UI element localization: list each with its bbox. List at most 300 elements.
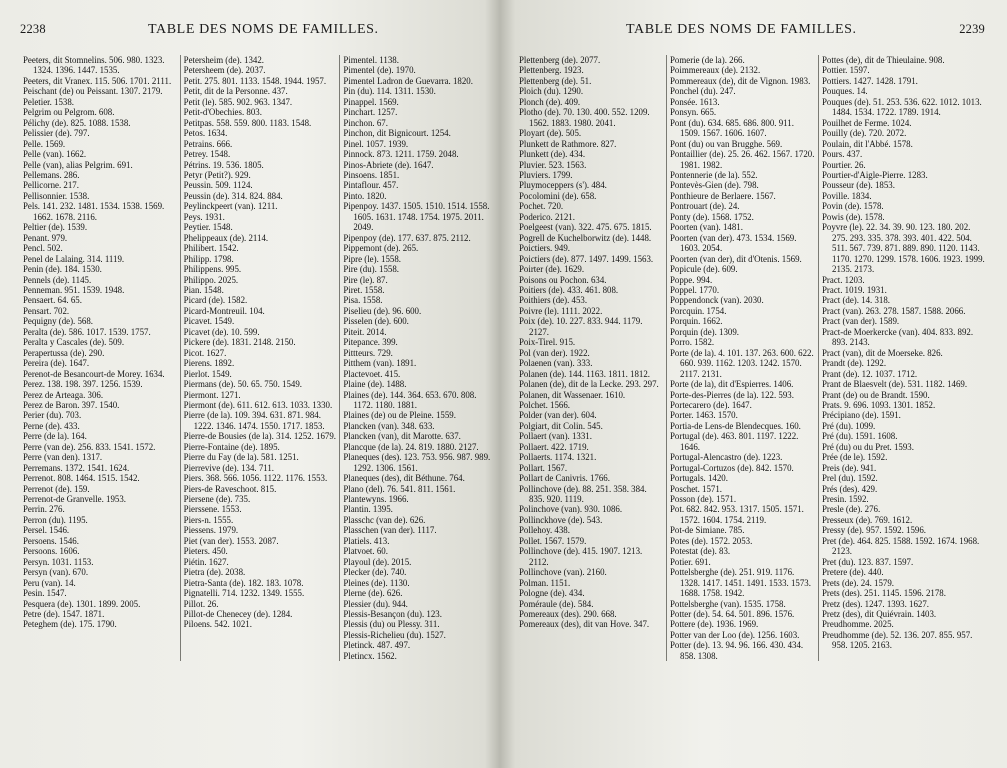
index-entry: Plotho (de). 70. 130. 400. 552. 1209. 1562. 1883. 1980. 2041. xyxy=(519,107,650,128)
index-entry: Piermont (de). 611. 612. 613. 1033. 1330. xyxy=(183,399,333,410)
index-entry: Pottiers. 1427. 1428. 1791. xyxy=(822,75,918,86)
index-entry: Pignatelli. 714. 1232. 1349. 1555. xyxy=(183,588,305,599)
index-entry: Pintaflour. 457. xyxy=(343,180,399,191)
index-entry: Poppel. 1770. xyxy=(670,284,720,295)
index-entry: Pimentel (de). 1970. xyxy=(343,65,416,76)
index-entry: Pours. 437. xyxy=(822,149,863,160)
index-entry: Pétrins. 19. 536. 1805. xyxy=(183,159,264,170)
index-entry: Pouilhet de Ferme. 1024. xyxy=(822,117,912,128)
index-entry: Pélichy (de). 825. 1088. 1538. xyxy=(23,117,131,128)
index-entry: Plessis-Besançon (du). 123. xyxy=(343,609,442,620)
index-entry: Philippo. 2025. xyxy=(183,274,239,285)
index-entry: Poorten (van der). 473. 1534. 1569. 1603. 2054. xyxy=(670,232,797,254)
index-entry: Pontrouart (de). 24. xyxy=(670,201,740,212)
index-entry: Preis (de). 941. xyxy=(822,462,877,473)
index-entry: Plunkett de Rathmore. 827. xyxy=(519,138,617,149)
index-entry: Pret (du). 123. 837. 1597. xyxy=(822,556,914,567)
index-entry: Plancken (van), dit Marotte. 637. xyxy=(343,431,461,442)
index-entry: Pollinchove (de). 415. 1907. 1213. 2112. xyxy=(519,546,643,567)
index-entry: Piers. 368. 566. 1056. 1122. 1176. 1553. xyxy=(183,473,328,484)
index-entry: Pottere (de). 1936. 1969. xyxy=(670,619,759,630)
index-entry: Popicule (de). 609. xyxy=(670,264,738,275)
index-entry: Plettenberg. 1923. xyxy=(519,65,584,76)
index-entry: Peeters, dit Stomnelins. 506. 980. 1323. 1324. 1396. 1447. 1535. xyxy=(23,55,165,76)
index-entry: Perrenot. 808. 1464. 1515. 1542. xyxy=(23,473,140,484)
index-entry: Pot-de Simiane. 785. xyxy=(670,525,745,536)
page-title: TABLE DES NOMS DE FAMILLES. xyxy=(148,22,379,37)
index-entry: Pocolomini (de). 658. xyxy=(519,190,597,201)
index-entry: Presseux (de). 769. 1612. xyxy=(822,514,913,525)
index-entry: Pinappel. 1569. xyxy=(343,96,399,107)
index-entry: Poictiers (de). 877. 1497. 1499. 1563. xyxy=(519,253,654,264)
index-entry: Petit. 275. 801. 1133. 1548. 1944. 1957. xyxy=(183,75,327,86)
index-entry: Porcquin. 1754. xyxy=(670,305,727,316)
index-entry: Pract. 1019. 1931. xyxy=(822,284,887,295)
index-entry: Poivre (le). 1111. 2022. xyxy=(519,305,603,316)
index-entry: Poschet. 1571. xyxy=(670,483,723,494)
index-entry: Plasschen (van der). 1117. xyxy=(343,525,437,536)
index-entry: Pontaillier (de). 25. 26. 462. 1567. 1720. 1981. 1982. xyxy=(670,149,815,170)
index-entry: Ponty (de). 1568. 1752. xyxy=(670,211,754,222)
index-entry: Poulain, dit l'Abbé. 1578. xyxy=(822,138,913,149)
index-entry: Pretere (de). 440. xyxy=(822,567,884,578)
index-entry: Pologne (de). 434. xyxy=(519,588,585,599)
index-entry: Pretz (des), dit Quiévrain. 1403. xyxy=(822,609,937,620)
index-entry: Pinchon, dit Bignicourt. 1254. xyxy=(343,128,451,139)
index-entry: Plano (del). 76. 541. 811. 1561. xyxy=(343,483,456,494)
index-entry: Perrenot (de). 159. xyxy=(23,483,90,494)
index-entry: Piétin. 1627. xyxy=(183,556,229,567)
index-entry: Pietra-Santa (de). 182. 183. 1078. xyxy=(183,577,304,588)
index-entry: Potter (de). 54. 64. 501. 896. 1576. xyxy=(670,609,795,620)
index-entry: Pierssene. 1553. xyxy=(183,504,242,515)
index-entry: Powis (de). 1578. xyxy=(822,211,885,222)
index-entry: Plessier (du). 944. xyxy=(343,598,408,609)
index-entry: Pinnock. 873. 1211. 1759. 2048. xyxy=(343,149,459,160)
index-entry: Perenot-de Besancourt-de Morey. 1634. xyxy=(23,368,165,379)
index-entry: Ployart (de). 505. xyxy=(519,128,582,139)
index-entry: Pré (du). 1591. 1608. xyxy=(822,431,898,442)
index-entry: Pels. 141. 232. 1481. 1534. 1538. 1569. 1662. 1678. 2116. xyxy=(23,201,165,222)
index-entry: Pousseur (de). 1853. xyxy=(822,180,895,191)
index-entry: Platiels. 413. xyxy=(343,535,390,546)
index-entry: Pottes (de), dit de Thieulaine. 908. xyxy=(822,55,945,65)
index-entry: Piselieu (de). 96. 600. xyxy=(343,305,422,316)
index-entry: Pract (van), dit de Moerseke. 826. xyxy=(822,347,943,358)
index-entry: Plettenberg (de). 51. xyxy=(519,75,592,86)
index-entry: Pillot-de Chenecey (de). 1284. xyxy=(183,609,293,620)
index-entry: Platvoet. 60. xyxy=(343,546,388,557)
index-entry: Perre (van de). 256. 833. 1541. 1572. xyxy=(23,441,156,452)
index-entry: Pottelsberghe (van). 1535. 1758. xyxy=(670,598,786,609)
index-entry: Peussin. 509. 1124. xyxy=(183,180,253,191)
index-entry: Potter van der Loo (de). 1256. 1603. xyxy=(670,629,800,640)
index-entry: Perier (du). 703. xyxy=(23,410,82,421)
index-entry: Poelgeest (van). 322. 475. 675. 1815. xyxy=(519,222,652,233)
index-entry: Perez. 138. 198. 397. 1256. 1539. xyxy=(23,379,143,390)
index-entry: Pouques (de). 51. 253. 536. 622. 1012. 1013. 1484. 1534. 1722. 1789. 1914. xyxy=(822,96,982,118)
index-entry: Prel (du). 1592. xyxy=(822,473,878,484)
index-entry: Portugal (de). 463. 801. 1197. 1222. 1646. xyxy=(670,431,799,452)
index-entry: Philipp. 1798. xyxy=(183,253,234,264)
index-entry: Persel. 1546. xyxy=(23,525,70,536)
index-entry: Poville. 1834. xyxy=(822,190,872,201)
index-entry: Piloens. 542. 1021. xyxy=(183,619,252,630)
index-entry: Porte (de la). 4. 101. 137. 263. 600. 622. 660. 939. 1162. 1203. 1242. 1570. 2117. 2131. xyxy=(670,347,814,379)
index-entry: Prée (de le). 1592. xyxy=(822,452,888,463)
index-entry: Piet (van der). 1553. 2087. xyxy=(183,535,279,546)
index-entry: Plerne (de). 626. xyxy=(343,588,403,599)
index-entry: Pollart. 1567. xyxy=(519,462,568,473)
index-entry: Polder (van der). 604. xyxy=(519,410,597,421)
index-entry: Preudhomme (de). 52. 136. 207. 855. 957. 958. 1205. 2163. xyxy=(822,629,973,651)
index-entry: Portecarero (de). 1647. xyxy=(670,399,752,410)
index-entry: Pletincx. 1562. xyxy=(343,650,397,661)
index-entry: Pinchart. 1257. xyxy=(343,107,398,118)
index-entry: Pluymoceppers (s'). 484. xyxy=(519,180,607,191)
index-entry: Pontevès-Gien (de). 798. xyxy=(670,180,759,191)
index-entry: Plessis-Richelieu (du). 1527. xyxy=(343,629,446,640)
index-entry: Poyvre (le). 22. 34. 39. 90. 123. 180. 202. 275. 293. 335. 378. 393. 401. 422. 504. 511. 567. 739. 871. 889. 890. 1120. 1143. 1170. 1270. 1299. 1578. 1606. 1923. 1999. 2135. 2173. xyxy=(822,222,985,275)
index-entry: Pract (van). 263. 278. 1587. 1588. 2066. xyxy=(822,305,966,316)
index-entry: Pottelsberghe (de). 251. 919. 1176. 1328. 1417. 1451. 1491. 1533. 1573. 1688. 1758. 1942. xyxy=(670,567,811,599)
index-entry: Pierrevive (de). 134. 711. xyxy=(183,462,275,473)
index-entry: Planeques (des), dit Béthune. 764. xyxy=(343,473,465,484)
index-entry: Peltier (de). 1539. xyxy=(23,222,88,233)
index-entry: Piessens. 1979. xyxy=(183,525,239,536)
index-entry: Poix-Tirel. 915. xyxy=(519,337,576,348)
index-entry: Pomerie (de la). 266. xyxy=(670,55,745,65)
index-entry: Ponchel (du). 247. xyxy=(670,86,736,97)
index-entry: Pouilly (de). 720. 2072. xyxy=(822,128,907,139)
index-entry: Perron (du). 1195. xyxy=(23,514,88,525)
index-entry: Porquin (de). 1309. xyxy=(670,326,740,337)
index-entry: Pipre (le). 1558. xyxy=(343,253,401,264)
index-entry: Petrey. 1548. xyxy=(183,149,231,160)
index-entry: Plantin. 1395. xyxy=(343,504,393,515)
index-entry: Peischant (de) ou Peissant. 1307. 2179. xyxy=(23,86,163,97)
index-entry: Plaine (de). 1488. xyxy=(343,379,407,390)
index-entry: Pollinchove (van). 2160. xyxy=(519,567,607,578)
index-entry: Poirter (de). 1629. xyxy=(519,264,585,275)
index-entry: Pinel. 1057. 1939. xyxy=(343,138,409,149)
index-entry: Perne (de). 433. xyxy=(23,420,80,431)
index-entry: Pierlot. 1549. xyxy=(183,368,232,379)
index-entry: Poderico. 2121. xyxy=(519,211,575,222)
index-entry: Petit (le). 585. 902. 963. 1347. xyxy=(183,96,293,107)
index-entry: Pire (le). 87. xyxy=(343,274,388,285)
index-entry: Pont (du). 634. 685. 686. 800. 911. 1509. 1567. 1606. 1607. xyxy=(670,117,794,139)
index-entry: Pieters. 450. xyxy=(183,546,228,557)
index-entry: Pequigny (de). 568. xyxy=(23,316,94,327)
index-entry: Porte (de la), dit d'Espierres. 1406. xyxy=(670,379,794,390)
index-entry: Plaines (de). 144. 364. 653. 670. 808. 1172. 1180. 1881. xyxy=(343,389,477,410)
index-entry: Pickere (de). 1831. 2148. 2150. xyxy=(183,337,296,348)
index-entry: Pipenpoy (de). 177. 637. 875. 2112. xyxy=(343,232,471,243)
index-entry: Peussin (de). 314. 824. 884. xyxy=(183,190,283,201)
index-entry: Perrin. 276. xyxy=(23,504,65,515)
index-entry: Pluviers. 1799. xyxy=(519,169,573,180)
index-entry: Persoens. 1546. xyxy=(23,535,79,546)
index-entry: Pelgrim ou Pelgrom. 608. xyxy=(23,107,115,118)
index-entry: Pereira (de). 1647. xyxy=(23,358,90,369)
index-entry: Pract. 1203. xyxy=(822,274,865,285)
index-entry: Polman. 1151. xyxy=(519,577,571,588)
index-column xyxy=(180,55,340,661)
index-entry: Pesin. 1547. xyxy=(23,588,67,599)
index-entry: Petit, dit de la Personne. 437. xyxy=(183,86,288,97)
page-title: TABLE DES NOMS DE FAMILLES. xyxy=(626,22,857,37)
index-entry: Pouques. 14. xyxy=(822,86,868,97)
index-entry: Presin. 1592. xyxy=(822,494,869,505)
index-entry: Pellisonnier. 1538. xyxy=(23,190,90,201)
index-columns xyxy=(20,55,494,661)
index-entry: Plantewyns. 1966. xyxy=(343,494,409,505)
index-entry: Plactevoet. 415. xyxy=(343,368,401,379)
index-entry: Persyn (van). 670. xyxy=(23,567,89,578)
index-entry: Pinsoens. 1851. xyxy=(343,169,400,180)
index-column xyxy=(339,55,494,661)
index-entry: Potier. 691. xyxy=(670,556,711,567)
index-entry: Polchet. 1566. xyxy=(519,399,571,410)
index-entry: Pensart. 702. xyxy=(23,305,70,316)
index-entry: Polanen, dit Wassenaer. 1610. xyxy=(519,389,626,400)
index-entry: Pretz (des). 1247. 1393. 1627. xyxy=(822,598,929,609)
index-entry: Pleines (de). 1130. xyxy=(343,577,410,588)
index-entry: Polaenen (van). 333. xyxy=(519,358,593,369)
index-entry: Perez de Arteaga. 306. xyxy=(23,389,104,400)
index-entry: Pipenpoy. 1437. 1505. 1510. 1514. 1558. 1605. 1631. 1748. 1754. 1975. 2011. 2049. xyxy=(343,201,490,233)
index-entry: Plessis (du) ou Plessy. 311. xyxy=(343,619,440,630)
index-entry: Prets (des). 251. 1145. 1596. 2178. xyxy=(822,588,946,599)
index-entry: Polgiart, dit Colin. 545. xyxy=(519,420,603,431)
index-entry: Portugal-Cortuzos (de). 842. 1570. xyxy=(670,462,794,473)
index-entry: Picavet (de). 10. 599. xyxy=(183,326,260,337)
index-entry: Ploich (du). 1290. xyxy=(519,86,584,97)
index-entry: Persoons. 1606. xyxy=(23,546,80,557)
index-entry: Piteit. 2014. xyxy=(343,326,387,337)
index-entry: Porter. 1463. 1570. xyxy=(670,410,738,421)
index-entry: Pol (van der). 1922. xyxy=(519,347,590,358)
index-entry: Pelle (van), alias Pelgrim. 691. xyxy=(23,159,133,170)
index-entry: Pollehoy. 438. xyxy=(519,525,570,536)
index-entry: Prant (de) ou de Brandt. 1590. xyxy=(822,389,930,400)
index-entry: Pimentel Ladron de Guevarra. 1820. xyxy=(343,75,473,86)
index-entry: Piermont. 1271. xyxy=(183,389,241,400)
index-entry: Pract (de). 14. 318. xyxy=(822,295,891,306)
index-entry: Pret (de). 464. 825. 1588. 1592. 1674. 1968. 2123. xyxy=(822,535,980,557)
index-entry: Pomereaux (des). 290. 668. xyxy=(519,609,617,620)
index-entry: Pencl. 502. xyxy=(23,243,63,254)
index-entry: Pourtier. 26. xyxy=(822,159,866,170)
index-entry: Pierre du Fay (de la). 581. 1251. xyxy=(183,452,299,463)
index-entry: Piers-de Raveschoot. 815. xyxy=(183,483,277,494)
index-column xyxy=(20,55,180,661)
index-entry: Peteghem (de). 175. 1790. xyxy=(23,619,117,630)
index-entry: Prats. 9. 696. 1093. 1301. 1852. xyxy=(822,399,936,410)
index-entry: Penel de Lalaing. 314. 1119. xyxy=(23,253,125,264)
index-entry: Pollet. 1567. 1579. xyxy=(519,535,587,546)
index-entry: Philibert. 1542. xyxy=(183,243,239,254)
index-entry: Peletier. 1538. xyxy=(23,96,75,107)
index-entry: Petos. 1634. xyxy=(183,128,228,139)
index-entry: Peytier. 1548. xyxy=(183,222,233,233)
index-entry: Poppendonck (van). 2030. xyxy=(670,295,764,306)
index-entry: Pitthem (van). 1891. xyxy=(343,358,417,369)
index-entry: Pierre (de la). 109. 394. 631. 871. 984. 1222. 1346. 1474. 1550. 1717. 1853. xyxy=(183,410,325,431)
index-entry: Pinos-Abriete (de). 1647. xyxy=(343,159,434,170)
index-entry: Portugals. 1420. xyxy=(670,473,728,484)
index-entry: Poix (de). 10. 227. 833. 944. 1179. 2127. xyxy=(519,316,643,337)
index-entry: Pottier. 1597. xyxy=(822,65,870,76)
index-entry: Pogrell de Kuchelborwitz (de). 1448. xyxy=(519,232,652,243)
index-entry: Polanen (de), dit de la Lecke. 293. 297. xyxy=(519,379,659,390)
index-entry: Persyn. 1031. 1153. xyxy=(23,556,94,567)
index-entry: Philippens. 995. xyxy=(183,264,242,275)
index-entry: Peeters, dit Vranex. 115. 506. 1701. 2111. xyxy=(23,75,172,86)
index-entry: Pot. 682. 842. 953. 1317. 1505. 1571. 1572. 1604. 1754. 2119. xyxy=(670,504,804,525)
index-entry: Pierre-Fontaine (de). 1895. xyxy=(183,441,280,452)
index-entry: Pierre-de Bousies (de la). 314. 1252. 1679. xyxy=(183,431,336,442)
index-entry: Plancque (de la). 24. 819. 1880. 2127. xyxy=(343,441,479,452)
index-entry: Pont (du) ou van Brugghe. 569. xyxy=(670,138,783,149)
index-entry: Penneman. 951. 1539. 1948. xyxy=(23,284,125,295)
index-entry: Picavet. 1549. xyxy=(183,316,235,327)
index-entry: Phelippeaux (de). 2114. xyxy=(183,232,269,243)
index-entry: Perrenot-de Granvelle. 1953. xyxy=(23,494,127,505)
index-entry: Petit-d'Obechies. 803. xyxy=(183,107,262,118)
index-entry: Peralta y Cascales (de). 509. xyxy=(23,337,125,348)
index-entry: Pontennerie (de la). 552. xyxy=(670,169,758,180)
index-column xyxy=(666,55,818,661)
index-entry: Pinchon. 67. xyxy=(343,117,388,128)
left-page-header xyxy=(20,22,494,44)
index-entry: Porro. 1582. xyxy=(670,337,715,348)
index-entry: Poméraule (de). 584. xyxy=(519,598,594,609)
index-columns xyxy=(516,55,999,661)
page-number: 2239 xyxy=(959,22,985,36)
index-entry: Pract-de Moerkercke (van). 404. 833. 892. 893. 2143. xyxy=(822,326,974,348)
index-entry: Perre (van den). 1317. xyxy=(23,452,103,463)
index-entry: Portia-de Lens-de Blendecques. 160. xyxy=(670,420,801,431)
index-entry: Pollaerts. 1174. 1321. xyxy=(519,452,597,463)
index-entry: Petre (de). 1547. 1871. xyxy=(23,609,105,620)
index-entry: Prandt (de). 1292. xyxy=(822,358,887,369)
index-entry: Poimmereaux (de). 2132. xyxy=(670,65,761,76)
index-entry: Poitiers (de). 433. 461. 808. xyxy=(519,284,619,295)
index-entry: Plunkett (de). 434. xyxy=(519,149,586,160)
index-entry: Poithiers (de). 453. xyxy=(519,295,588,306)
index-entry: Petersheem (de). 2037. xyxy=(183,65,266,76)
index-entry: Pourtier-d'Aigle-Pierre. 1283. xyxy=(822,169,928,180)
index-entry: Plonch (de). 409. xyxy=(519,96,581,107)
index-entry: Penin (de). 184. 1530. xyxy=(23,264,102,275)
index-entry: Pire (du). 1558. xyxy=(343,264,400,275)
index-entry: Preudhomme. 2025. xyxy=(822,619,894,630)
index-entry: Poisons ou Pochon. 634. xyxy=(519,274,607,285)
index-entry: Porquin. 1662. xyxy=(670,316,723,327)
index-entry: Prant (de). 12. 1037. 1712. xyxy=(822,368,918,379)
index-entry: Pippemont (de). 265. xyxy=(343,243,419,254)
index-entry: Pennels (de). 1145. xyxy=(23,274,92,285)
index-entry: Poorten (van der), dit d'Otenis. 1569. xyxy=(670,253,802,264)
index-entry: Pitepance. 399. xyxy=(343,337,398,348)
index-entry: Piermans (de). 50. 65. 750. 1549. xyxy=(183,379,302,390)
index-entry: Petrains. 666. xyxy=(183,138,233,149)
index-entry: Ponsée. 1613. xyxy=(670,96,720,107)
index-entry: Plecker (de). 740. xyxy=(343,567,407,578)
index-entry: Penant. 979. xyxy=(23,232,68,243)
index-entry: Pian. 1548. xyxy=(183,284,224,295)
index-entry: Poorten (van). 1481. xyxy=(670,222,743,233)
page-number: 2238 xyxy=(20,22,46,36)
index-entry: Pomereaux (des), dit van Hove. 347. xyxy=(519,619,650,630)
index-entry: Prés (des). 429. xyxy=(822,483,878,494)
index-entry: Plasschc (van de). 626. xyxy=(343,514,426,525)
index-entry: Pressy (de). 957. 1592. 1596. xyxy=(822,525,927,536)
index-entry: Pensaert. 64. 65. xyxy=(23,295,82,306)
index-entry: Povin (de). 1578. xyxy=(822,201,884,212)
index-entry: Piret. 1558. xyxy=(343,284,385,295)
index-entry: Potter (de). 13. 94. 96. 166. 430. 434. 858. 1308. xyxy=(670,640,804,661)
index-entry: Polanen (de). 144. 1163. 1811. 1812. xyxy=(519,368,650,379)
index-entry: Pellicorne. 217. xyxy=(23,180,79,191)
index-column xyxy=(818,55,988,661)
index-entry: Portugal-Alencastro (de). 1223. xyxy=(670,452,783,463)
index-entry: Perez de Baron. 397. 1540. xyxy=(23,399,120,410)
index-entry: Perapertussa (de). 290. xyxy=(23,347,105,358)
index-entry: Potestat (de). 83. xyxy=(670,546,731,557)
index-entry: Pillot. 26. xyxy=(183,598,219,609)
index-entry: Pimentel. 1138. xyxy=(343,55,399,65)
index-entry: Pluvier. 523. 1563. xyxy=(519,159,587,170)
index-entry: Pollinckhove (de). 543. xyxy=(519,514,603,525)
index-entry: Plaines (de) ou de Pleine. 1559. xyxy=(343,410,456,421)
index-entry: Pelle (van). 1662. xyxy=(23,149,87,160)
index-entry: Peylinckpeert (van). 1211. xyxy=(183,201,278,212)
index-entry: Prets (de). 24. 1579. xyxy=(822,577,894,588)
index-entry: Picard (de). 1582. xyxy=(183,295,248,306)
index-entry: Plancken (van). 348. 633. xyxy=(343,420,435,431)
index-entry: Plettenberg (de). 2077. xyxy=(519,55,601,65)
index-entry: Ponthieure de Berlaere. 1567. xyxy=(670,190,776,201)
index-entry: Pittteurs. 729. xyxy=(343,347,393,358)
index-entry: Pisa. 1558. xyxy=(343,295,383,306)
index-entry: Peru (van). 14. xyxy=(23,577,76,588)
index-entry: Perremans. 1372. 1541. 1624. xyxy=(23,462,130,473)
index-entry: Pelissier (de). 797. xyxy=(23,128,90,139)
index-entry: Pollart de Canivris. 1766. xyxy=(519,473,610,484)
index-entry: Porte-des-Pierres (de la). 122. 593. xyxy=(670,389,794,400)
index-entry: Piers‑n. 1555. xyxy=(183,514,234,525)
index-entry: Pommereaux (de), dit de Vignon. 1983. xyxy=(670,75,811,86)
index-entry: Pract (van der). 1589. xyxy=(822,316,900,327)
index-entry: Polinchove (van). 930. 1086. xyxy=(519,504,623,515)
index-entry: Pelle. 1569. xyxy=(23,138,66,149)
right-page-header xyxy=(516,22,999,44)
index-entry: Peys. 1931. xyxy=(183,211,225,222)
index-entry: Pollaert. 422. 1719. xyxy=(519,441,589,452)
index-entry: Ponsyn. 665. xyxy=(670,107,717,118)
index-entry: Pesquera (de). 1301. 1899. 2005. xyxy=(23,598,141,609)
index-entry: Pochet. 720. xyxy=(519,201,564,212)
index-entry: Peralta (de). 586. 1017. 1539. 1757. xyxy=(23,326,151,337)
index-entry: Pré (du). 1099. xyxy=(822,420,876,431)
index-entry: Pinto. 1820. xyxy=(343,190,387,201)
index-entry: Pierens. 1892. xyxy=(183,358,235,369)
index-entry: Planeques (des). 123. 753. 956. 987. 989. 1292. 1306. 1561. xyxy=(343,452,491,473)
right-page xyxy=(500,0,1007,768)
